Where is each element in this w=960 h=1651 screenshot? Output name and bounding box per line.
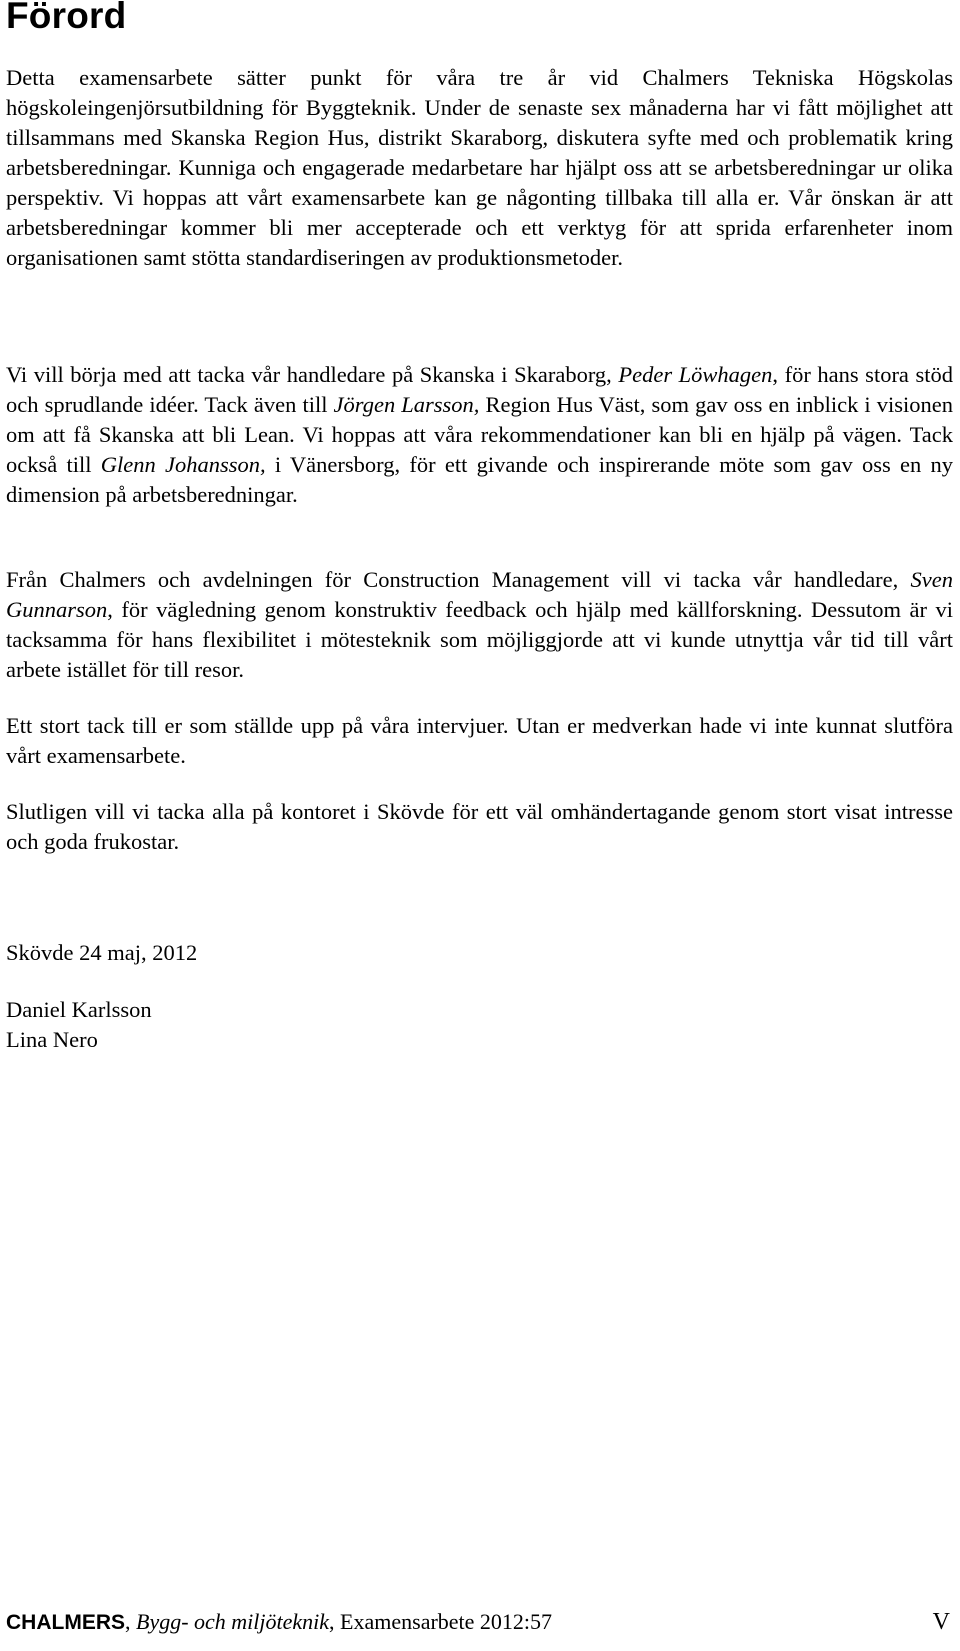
- footer-brand: CHALMERS: [6, 1611, 125, 1634]
- paragraph-interviews: Ett stort tack till er som ställde upp på våra intervjuer. Utan er medverkan hade vi inte kunnat slutföra vårt examensarbete.: [6, 713, 953, 768]
- footer-thesis-id: , Examensarbete 2012:57: [329, 1609, 553, 1634]
- footer-separator: ,: [125, 1609, 136, 1634]
- paragraph-text: , för hans stora stöd och sprudlande idéer. Tack även till: [6, 362, 953, 417]
- paragraph-text: Region Hus Väst, som gav oss en inblick i visionen om att få Skanska att bli Lean. Vi hoppas att våra rekommendationer kan bli en hjälp på vägen. Tack också till: [6, 392, 953, 477]
- person-name: Jörgen Larsson,: [333, 392, 480, 417]
- page-footer: [6, 1605, 950, 1639]
- paragraph-office-thanks: Slutligen vill vi tacka alla på kontoret i Skövde för ett väl omhändertagande genom stort visat intresse och goda frukostar.: [6, 799, 953, 854]
- person-name: Glenn Johansson,: [100, 452, 266, 477]
- author-name: Lina Nero: [6, 1027, 98, 1052]
- place-and-date: Skövde 24 maj, 2012: [6, 940, 198, 965]
- page-title: Förord: [6, 0, 127, 36]
- paragraph-text: Vi vill börja med att tacka vår handledare på Skanska i Skaraborg,: [6, 362, 619, 387]
- paragraph-text: , för vägledning genom konstruktiv feedback och hjälp med källforskning. Dessutom är vi tacksamma för hans flexibilitet i mötesteknik som möjliggjorde att vi kunde utnyttja vår tid till vårt arbete istället för till resor.: [6, 597, 953, 682]
- footer-department: Bygg- och miljöteknik: [136, 1609, 330, 1634]
- paragraph-text: Från Chalmers och avdelningen för Construction Management vill vi tacka vår handledare,: [6, 567, 911, 592]
- paragraph-acknowledgements-chalmers: [6, 565, 953, 685]
- author-name: Daniel Karlsson: [6, 997, 152, 1022]
- page-number: V: [932, 1609, 950, 1635]
- paragraph-text: i Vänersborg, för ett givande och inspirerande möte som gav oss en ny dimension på arbetsberedningar.: [6, 452, 953, 507]
- paragraph-acknowledgements-skanska: [6, 360, 953, 510]
- paragraph-intro: Detta examensarbete sätter punkt för våra tre år vid Chalmers Tekniska Högskolas högskoleingenjörsutbildning för Byggteknik. Under de senaste sex månaderna har vi fått möjlighet att tillsammans med Skanska Region Hus, distrikt Skaraborg, diskutera syfte med och problematik kring arbetsberedningar. Kunniga och engagerade medarbetare har hjälpt oss att se arbetsberedningar ur olika perspektiv. Vi hoppas att vårt examensarbete kan ge någonting tillbaka till alla er. Vår önskan är att arbetsberedningar kommer bli mer accepterade och ett verktyg för att sprida erfarenheter inom organisationen samt stötta standardiseringen av produktionsmetoder.: [6, 65, 953, 270]
- person-name: Sven Gunnarson: [6, 567, 953, 622]
- person-name: Peder Löwhagen: [618, 362, 773, 387]
